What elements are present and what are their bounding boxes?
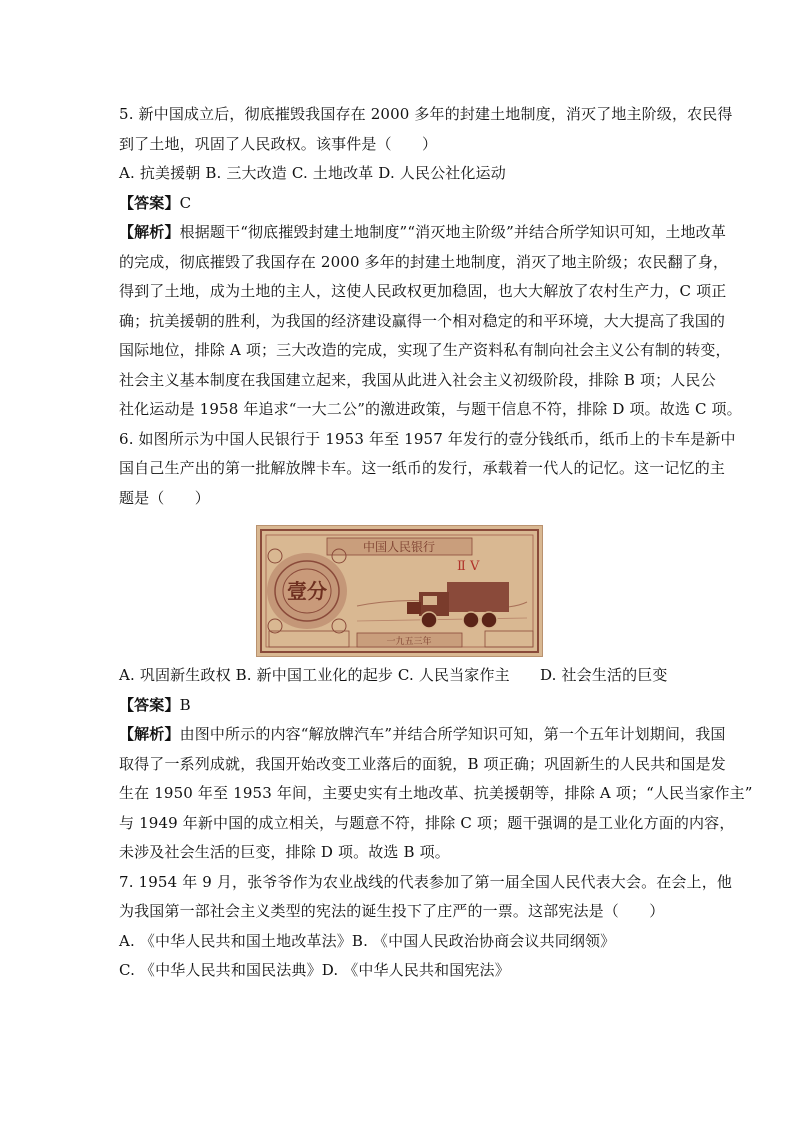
question-stem-line: 到了土地，巩固了人民政权。该事件是（ ）: [119, 134, 438, 153]
answer-value: C: [179, 193, 192, 212]
question-options: A. 巩固新生政权 B. 新中国工业化的起步 C. 人民当家作主 D. 社会生活的巨变: [119, 666, 668, 684]
answer-value: B: [179, 695, 191, 714]
question-stem-line: 题是（ ）: [119, 488, 210, 507]
analysis-text: 国际地位，排除 A 项；三大改造的完成，实现了生产资料私有制向社会主义公有制的转变，: [119, 341, 731, 359]
analysis-text: 未涉及社会生活的巨变，排除 D 项。故选 B 项。: [119, 843, 450, 861]
answer-line: [119, 691, 679, 721]
analysis-text: 社化运动是 1958 年追求“一大二公”的激进政策，与题干信息不符，排除 D 项。故选 C 项。: [119, 400, 742, 418]
banknote-image: [256, 525, 543, 657]
question-6: [119, 425, 753, 868]
analysis-text: 与 1949 年新中国的成立相关，与题意不符，排除 C 项；题干强调的是工业化方面的内容，: [119, 813, 735, 832]
bank-name-text: 中国人民银行: [362, 540, 435, 554]
question-options: A. 抗美援朝 B. 三大改造 C. 土地改革 D. 人民公社化运动: [119, 164, 506, 182]
analysis-line: [119, 218, 726, 248]
analysis-text: 由图中所示的内容“解放牌汽车”并结合所学知识可知，第一个五年计划期间，我国: [179, 725, 726, 743]
analysis-line: [119, 720, 726, 750]
year-text: 一九五三年: [385, 637, 432, 647]
denomination-text: 壹分: [286, 579, 327, 603]
question-stem-line: 7. 1954 年 9 月，张爷爷作为农业战线的代表参加了第一届全国人民代表大会。在会上，他: [119, 872, 733, 891]
question-stem-line: 国自己生产出的第一批解放牌卡车。这一纸币的发行，承载着一代人的记忆。这一记忆的主: [119, 459, 726, 477]
question-stem-line: 为我国第一部社会主义类型的宪法的诞生投下了庄严的一票。这部宪法是（ ）: [119, 902, 665, 920]
answer-line: [119, 189, 679, 219]
question-7: [119, 868, 733, 986]
analysis-text: 的完成，彻底摧毁了我国存在 2000 多年的封建土地制度，消灭了地主阶级；农民翻了身，: [119, 252, 729, 271]
analysis-text: 社会主义基本制度在我国建立起来，我国从此进入社会主义初级阶段，排除 B 项；人民公: [119, 370, 716, 389]
serial-mark: Ⅱ Ⅴ: [456, 559, 479, 574]
analysis-text: 确；抗美援朝的胜利，为我国的经济建设赢得一个相对稳定的和平环境，大大提高了我国的: [119, 311, 726, 330]
analysis-text: 生在 1950 年至 1953 年间，主要史实有土地改革、抗美援朝等，排除 A 项；“人民当家作主”: [119, 784, 753, 802]
analysis-text: 根据题干“彻底摧毁封建土地制度”“消灭地主阶级”并结合所学知识可知，土地改革: [179, 223, 726, 241]
analysis-label: 【解析】: [119, 725, 180, 743]
answer-label: 【答案】: [119, 695, 180, 714]
question-5: [119, 100, 742, 425]
banknote-figure: [119, 525, 679, 657]
answer-label: 【答案】: [119, 193, 180, 212]
analysis-text: 得到了土地，成为土地的主人，这使人民政权更加稳固，也大大解放了农村生产力，C 项正: [119, 282, 727, 300]
banknote-illustration: [257, 526, 542, 656]
document-page: [119, 100, 753, 986]
analysis-label: 【解析】: [119, 223, 180, 241]
question-stem-line: 6. 如图所示为中国人民银行于 1953 年至 1957 年发行的壹分钱纸币，纸币上的卡车是新中: [119, 429, 736, 448]
analysis-text: 取得了一系列成就，我国开始改变工业落后的面貌，B 项正确；巩固新生的人民共和国是发: [119, 754, 726, 773]
question-stem-line: 5. 新中国成立后，彻底摧毁我国存在 2000 多年的封建土地制度，消灭了地主阶级，农民得: [119, 105, 733, 123]
question-options: A. 《中华人民共和国土地改革法》B. 《中国人民政治协商会议共同纲领》: [119, 931, 616, 950]
question-options: C. 《中华人民共和国民法典》D. 《中华人民共和国宪法》: [119, 961, 510, 979]
